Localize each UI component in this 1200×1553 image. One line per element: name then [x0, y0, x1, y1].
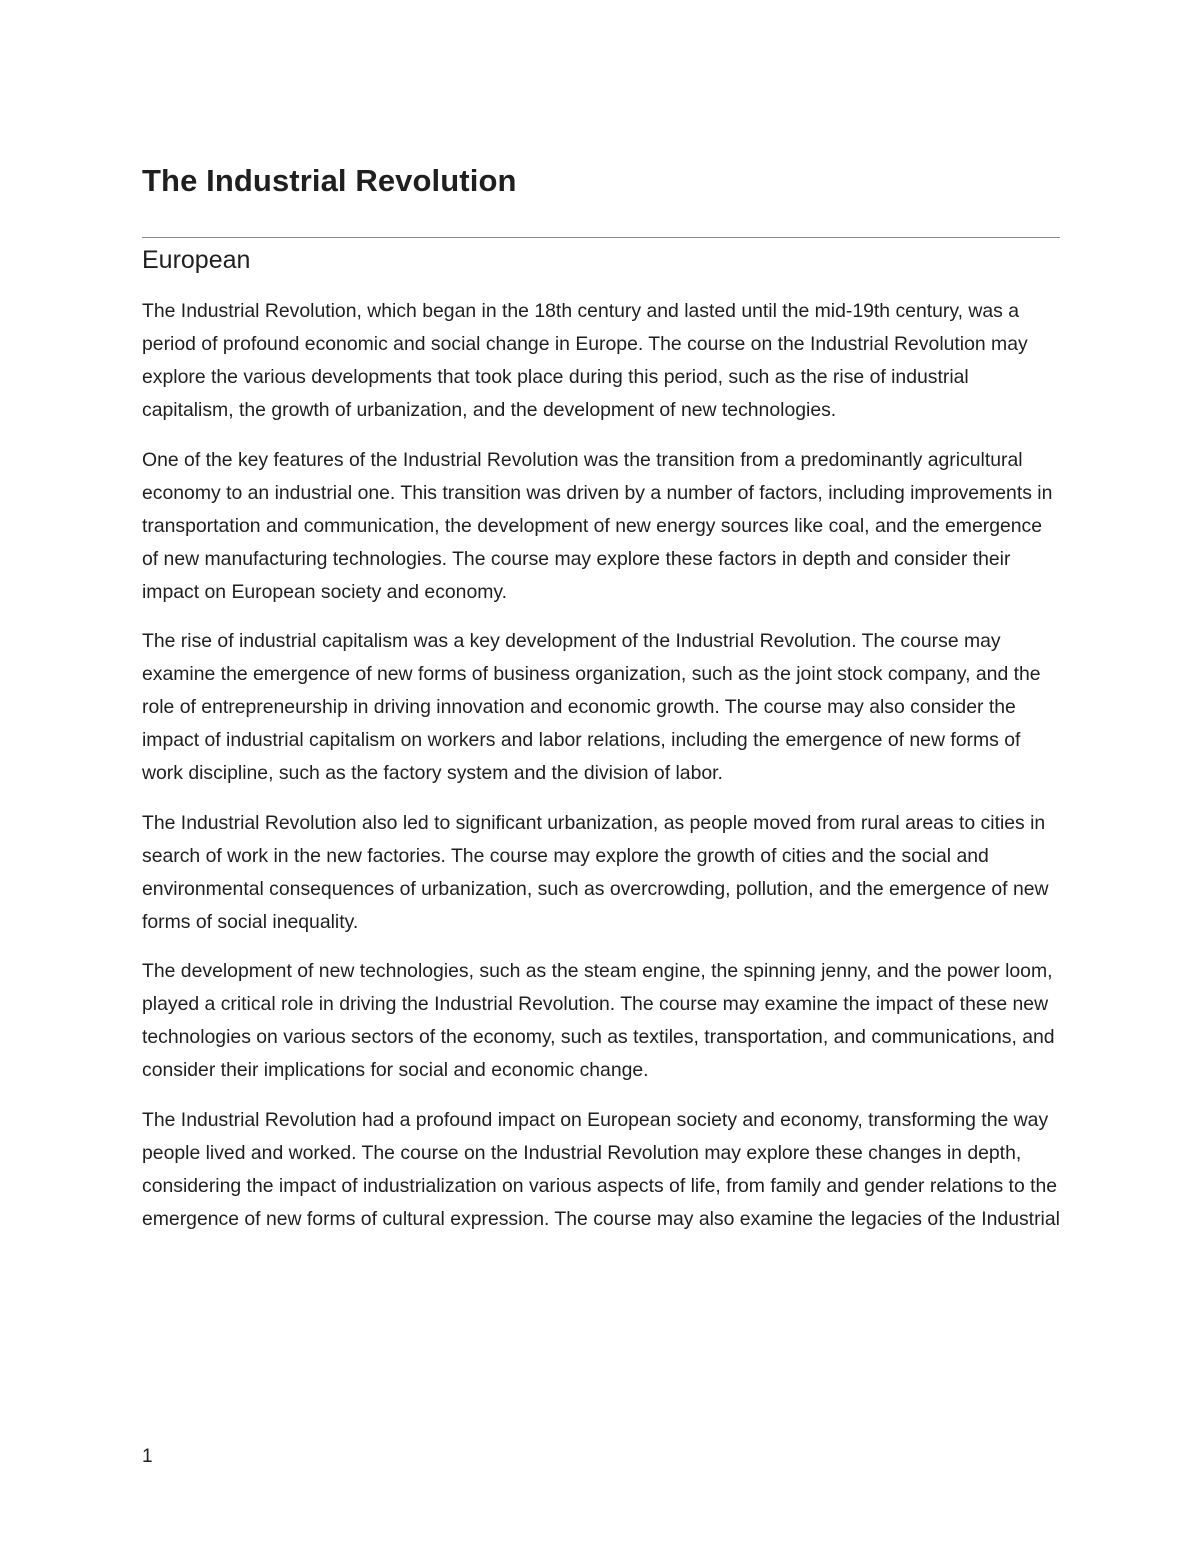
- title-divider: [142, 237, 1060, 238]
- page-number: 1: [142, 1446, 153, 1467]
- paragraph: The Industrial Revolution had a profound impact on European society and economy, transforming the way people lived and worked. The course on the Industrial Revolution may explore these changes in depth, considering the impact of industrialization on various aspects of life, from family and gender relations to the emergence of new forms of cultural expression. The course may also examine the legacies of the Industrial: [142, 1108, 1060, 1230]
- page-title: The Industrial Revolution: [142, 163, 517, 198]
- paragraph: One of the key features of the Industrial Revolution was the transition from a predominantly agricultural economy to an industrial one. This transition was driven by a number of factors, including improvements in transportation and communication, the development of new energy sources like coal, and the emergence of new manufacturing technologies. The course may explore these factors in depth and consider their impact on European society and economy.: [142, 448, 1053, 603]
- paragraph: The rise of industrial capitalism was a key development of the Industrial Revolution. The course may examine the emergence of new forms of business organization, such as the joint stock company, and the role of entrepreneurship in driving innovation and economic growth. The course may also consider the impact of industrial capitalism on workers and labor relations, including the emergence of new forms of work discipline, such as the factory system and the division of labor.: [142, 630, 1041, 784]
- body-text: [142, 295, 1060, 1252]
- section-heading: European: [142, 246, 251, 274]
- paragraph: The Industrial Revolution, which began in the 18th century and lasted until the mid-19th century, was a period of profound economic and social change in Europe. The course on the Industrial Revolution may explore the various developments that took place during this period, such as the rise of industrial capitalism, the growth of urbanization, and the development of new technologies.: [142, 300, 1028, 421]
- paragraph: The development of new technologies, such as the steam engine, the spinning jenny, and the power loom, played a critical role in driving the Industrial Revolution. The course may examine the impact of these new technologies on various sectors of the economy, such as textiles, transportation, and communications, and consider their implications for social and economic change.: [142, 960, 1055, 1081]
- paragraph: The Industrial Revolution also led to significant urbanization, as people moved from rural areas to cities in search of work in the new factories. The course may explore the growth of cities and the social and environmental consequences of urbanization, such as overcrowding, pollution, and the emergence of new forms of social inequality.: [142, 811, 1049, 933]
